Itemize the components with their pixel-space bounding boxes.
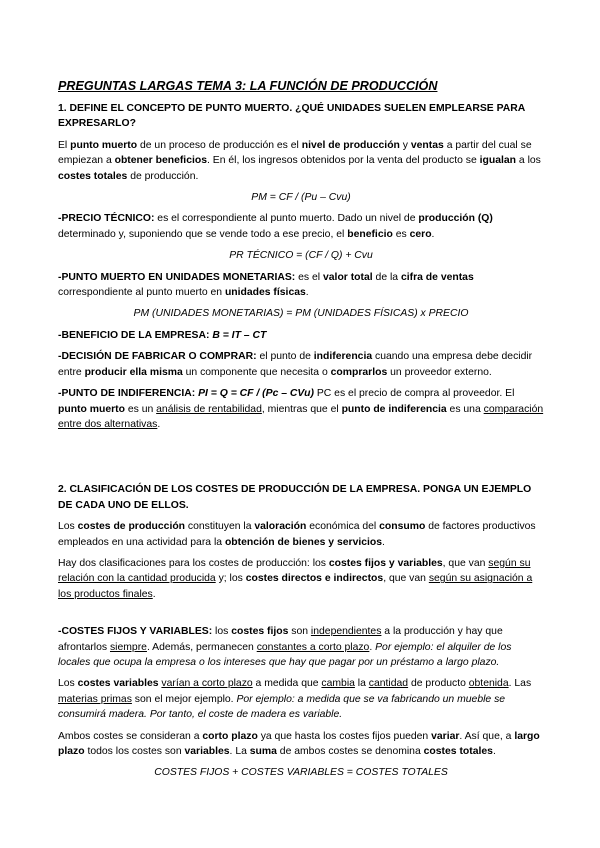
document-page — [58, 78, 544, 787]
decision-paragraph: -DECISIÓN DE FABRICAR O COMPRAR: el punto de indiferencia cuando una empresa debe decidir entre producir ella misma un componente que necesita o comprarlos un proveedor externo. — [58, 351, 533, 378]
formula-costes-totales: COSTES FIJOS + COSTES VARIABLES = COSTES TOTALES — [154, 767, 448, 779]
pm-monetarias-paragraph: -PUNTO MUERTO EN UNIDADES MONETARIAS: es el valor total de la cifra de ventas correspondiente al punto muerto en unidades físicas. — [58, 271, 474, 299]
question-1-heading: 1. DEFINE EL CONCEPTO DE PUNTO MUERTO. ¿QUÉ UNIDADES SUELEN EMPLEARSE PARA EXPRESARLO? — [58, 103, 525, 130]
formula-punto-muerto: PM = CF / (Pu – Cvu) — [251, 192, 351, 204]
indiferencia-paragraph: -PUNTO DE INDIFERENCIA: PI = Q = CF / (Pc – CVu) PC es el precio de compra al proveedor. El punto muerto es un análisis de rentabilidad, mientras que el punto de indiferencia es una comparación entre dos alternativas. — [58, 388, 544, 430]
page-title: PREGUNTAS LARGAS TEMA 3: LA FUNCIÓN DE PRODUCCIÓN — [58, 79, 438, 93]
ambos-costes-paragraph: Ambos costes se consideran a corto plazo ya que hasta los costes fijos pueden variar. Así que, a largo plazo todos los costes son variables. La suma de ambos costes se denomina costes totales. — [58, 730, 540, 757]
formula-precio-tecnico: PR TÉCNICO = (CF / Q) + Cvu — [229, 250, 373, 262]
beneficio-paragraph: -BENEFICIO DE LA EMPRESA: B = IT – CT — [58, 329, 267, 341]
precio-tecnico-paragraph: -PRECIO TÉCNICO: es el correspondiente al punto muerto. Dado un nivel de producción (Q) determinado y, suponiendo que se vende todo a ese precio, el beneficio es cero. — [58, 213, 493, 240]
costes-fijos-paragraph: -COSTES FIJOS Y VARIABLES: los costes fijos son independientes a la producción y hay que afrontarlos siempre. Además, permanecen constantes a corto plazo. Por ejemplo: el alquiler de los locales que ocupa la empresa o los intereses que hay que pagar por un préstamo a largo plazo. — [58, 626, 512, 668]
costes-variables-paragraph: Los costes variables varían a corto plazo a medida que cambia la cantidad de producto obtenida. Las materias primas son el mejor ejemplo. Por ejemplo: a medida que se va fabricando un mueble se consumirá madera. Por tanto, el coste de madera es variable. — [58, 678, 532, 721]
clasificacion-paragraph: Hay dos clasificaciones para los costes de producción: los costes fijos y variables, que van según su relación con la cantidad producida y; los costes directos e indirectos, que van según su asignación a los productos finales. — [58, 557, 533, 600]
formula-pm-monetarias: PM (UNIDADES MONETARIAS) = PM (UNIDADES FÍSICAS) x PRECIO — [133, 308, 469, 320]
q2-intro-paragraph: Los costes de producción constituyen la valoración económica del consumo de factores productivos empleados en una actividad para la obtención de bienes y servicios. — [58, 521, 536, 548]
question-2-heading: 2. CLASIFICACIÓN DE LOS COSTES DE PRODUCCIÓN DE LA EMPRESA. PONGA UN EJEMPLO DE CADA UNO DE ELLOS. — [58, 484, 532, 511]
q1-intro-paragraph: El punto muerto de un proceso de producción es el nivel de producción y ventas a partir del cual se empiezan a obtener beneficios. En él, los ingresos obtenidos por la venta del producto se igualan a los costes totales de producción. — [58, 139, 541, 182]
